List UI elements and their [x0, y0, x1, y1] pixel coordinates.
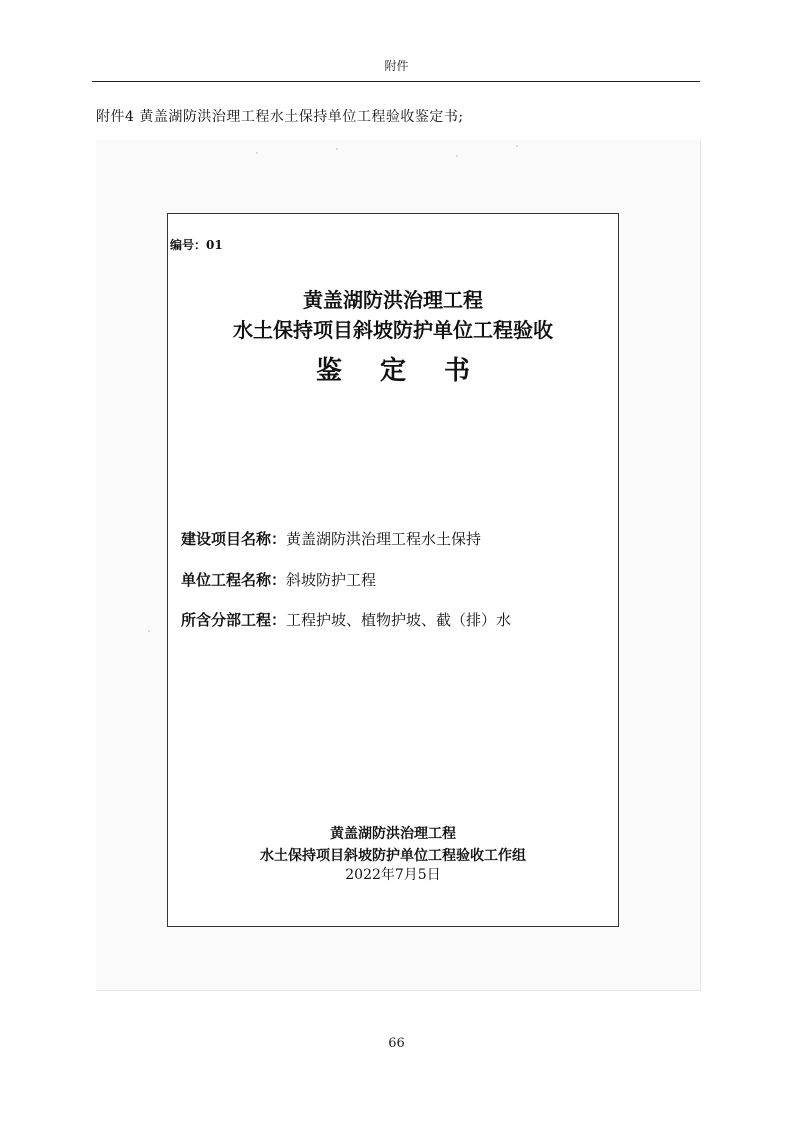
field-project-name	[181, 528, 481, 549]
field-label: 所含分部工程：	[181, 611, 287, 629]
issuer-line1: 黄盖湖防洪治理工程	[330, 826, 456, 842]
field-label: 单位工程名称：	[181, 571, 287, 589]
field-unit-project	[181, 569, 376, 590]
header-divider	[92, 81, 700, 82]
page-number: 66	[388, 1036, 405, 1051]
certificate-number: 编号：01	[170, 238, 223, 252]
issue-date: 2022年7月5日	[345, 867, 441, 883]
field-sub-projects	[181, 609, 511, 630]
attachment-caption: 附件4 黄盖湖防洪治理工程水土保持单位工程验收鉴定书;	[96, 109, 464, 125]
certificate-title-line1: 黄盖湖防洪治理工程	[303, 288, 483, 312]
field-value: 工程护坡、植物护坡、截（排）水	[286, 611, 512, 629]
certificate-title-line3: 鉴定书	[315, 356, 508, 386]
field-value: 斜坡防护工程	[286, 571, 377, 589]
certificate-title-line2: 水土保持项目斜坡防护单位工程验收	[233, 318, 553, 342]
page-header-label: 附件	[384, 59, 409, 73]
field-value: 黄盖湖防洪治理工程水土保持	[286, 530, 482, 548]
issuer-line2: 水土保持项目斜坡防护单位工程验收工作组	[260, 848, 526, 864]
field-label: 建设项目名称：	[181, 530, 287, 548]
